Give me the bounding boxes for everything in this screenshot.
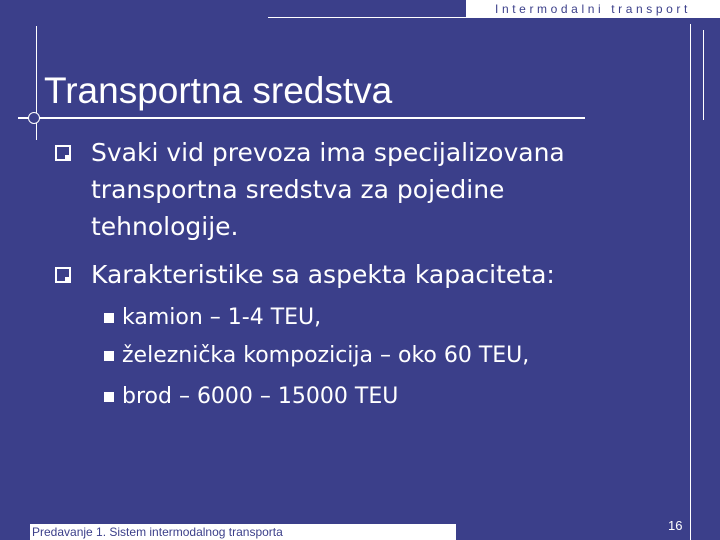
decor-vline-right-inner bbox=[703, 30, 704, 120]
header-label: Intermodalni transport bbox=[466, 0, 720, 18]
page-number: 16 bbox=[668, 518, 683, 533]
subbullet-text: kamion – 1-4 TEU, bbox=[122, 305, 322, 330]
footer-label: Predavanje 1. Sistem intermodalnog transporta bbox=[30, 524, 456, 540]
title-circle-icon bbox=[28, 112, 40, 124]
bullet-line: Svaki vid prevoza ima specijalizovana bbox=[91, 138, 565, 167]
filled-square-bullet-icon bbox=[104, 351, 114, 361]
decor-vline-right bbox=[690, 24, 691, 540]
title-underline bbox=[18, 117, 585, 119]
filled-square-bullet-icon bbox=[104, 392, 114, 402]
bullet-line: Karakteristike sa aspekta kapaciteta: bbox=[91, 260, 555, 289]
hollow-square-bullet-icon bbox=[55, 145, 71, 161]
header-rule bbox=[268, 17, 466, 18]
bullet-line: tehnologije. bbox=[91, 212, 239, 241]
subbullet-text: železnička kompozicija – oko 60 TEU, bbox=[122, 343, 530, 368]
hollow-square-bullet-icon bbox=[55, 267, 71, 283]
subbullet-text: brod – 6000 – 15000 TEU bbox=[122, 384, 399, 409]
slide-title: Transportna sredstva bbox=[44, 70, 393, 111]
bullet-line: transportna sredstva za pojedine bbox=[91, 175, 505, 204]
filled-square-bullet-icon bbox=[104, 313, 114, 323]
